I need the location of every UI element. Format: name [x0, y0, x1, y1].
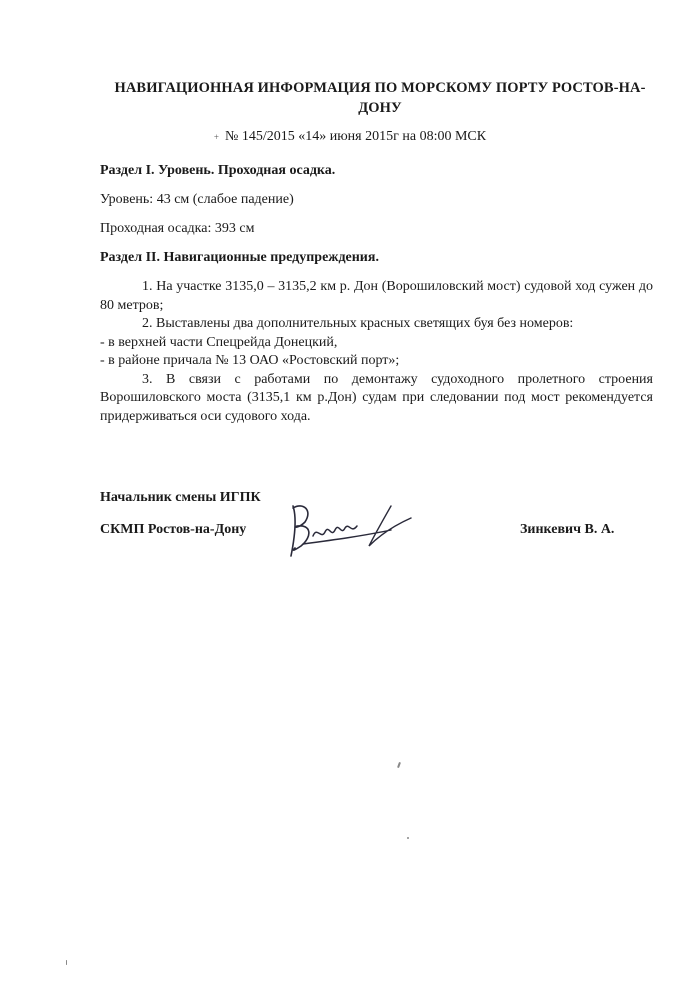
signer-name: Зинкевич В. А. — [520, 522, 615, 537]
signer-position-line1: Начальник смены ИГПК — [100, 490, 261, 505]
scan-speck — [66, 960, 67, 965]
warning-item-2a: - в верхней части Спецрейда Донецкий, — [100, 334, 338, 350]
scan-speck — [407, 837, 409, 839]
scan-mark: + — [213, 132, 219, 142]
document-number: № 145/2015 «14» июня 2015г на 08:00 МСК — [224, 129, 487, 144]
section-1-heading: Раздел I. Уровень. Проходная осадка. — [100, 163, 336, 178]
signer-position-line2: СКМП Ростов-на-Дону — [100, 522, 247, 537]
water-level: Уровень: 43 см (слабое падение) — [100, 192, 294, 207]
warning-item-2: 2. Выставлены два дополнительных красных светящих буя без номеров: — [142, 316, 574, 331]
scan-speck — [397, 762, 401, 768]
warning-item-1: 1. На участке 3135,0 – 3135,2 км р. Дон (Ворошиловский мост) судовой ход сужен до 80 метров; — [100, 279, 653, 313]
document-title: НАВИГАЦИОННАЯ ИНФОРМАЦИЯ ПО МОРСКОМУ ПОРТУ РОСТОВ-НА-ДОНУ — [114, 80, 646, 116]
handwritten-signature — [283, 496, 423, 562]
section-2-heading: Раздел II. Навигационные предупреждения. — [100, 250, 379, 265]
warnings-list — [100, 278, 653, 426]
warning-item-2b: - в районе причала № 13 ОАО «Ростовский порт»; — [100, 353, 400, 368]
document-number-line — [0, 128, 700, 146]
passage-draft: Проходная осадка: 393 см — [100, 221, 255, 236]
warning-item-3: 3. В связи с работами по демонтажу судоходного пролетного строения Ворошиловского моста (3135,1 км р.Дон) судам при следовании под мост рекомендуется придерживаться оси судового хода. — [100, 371, 653, 424]
